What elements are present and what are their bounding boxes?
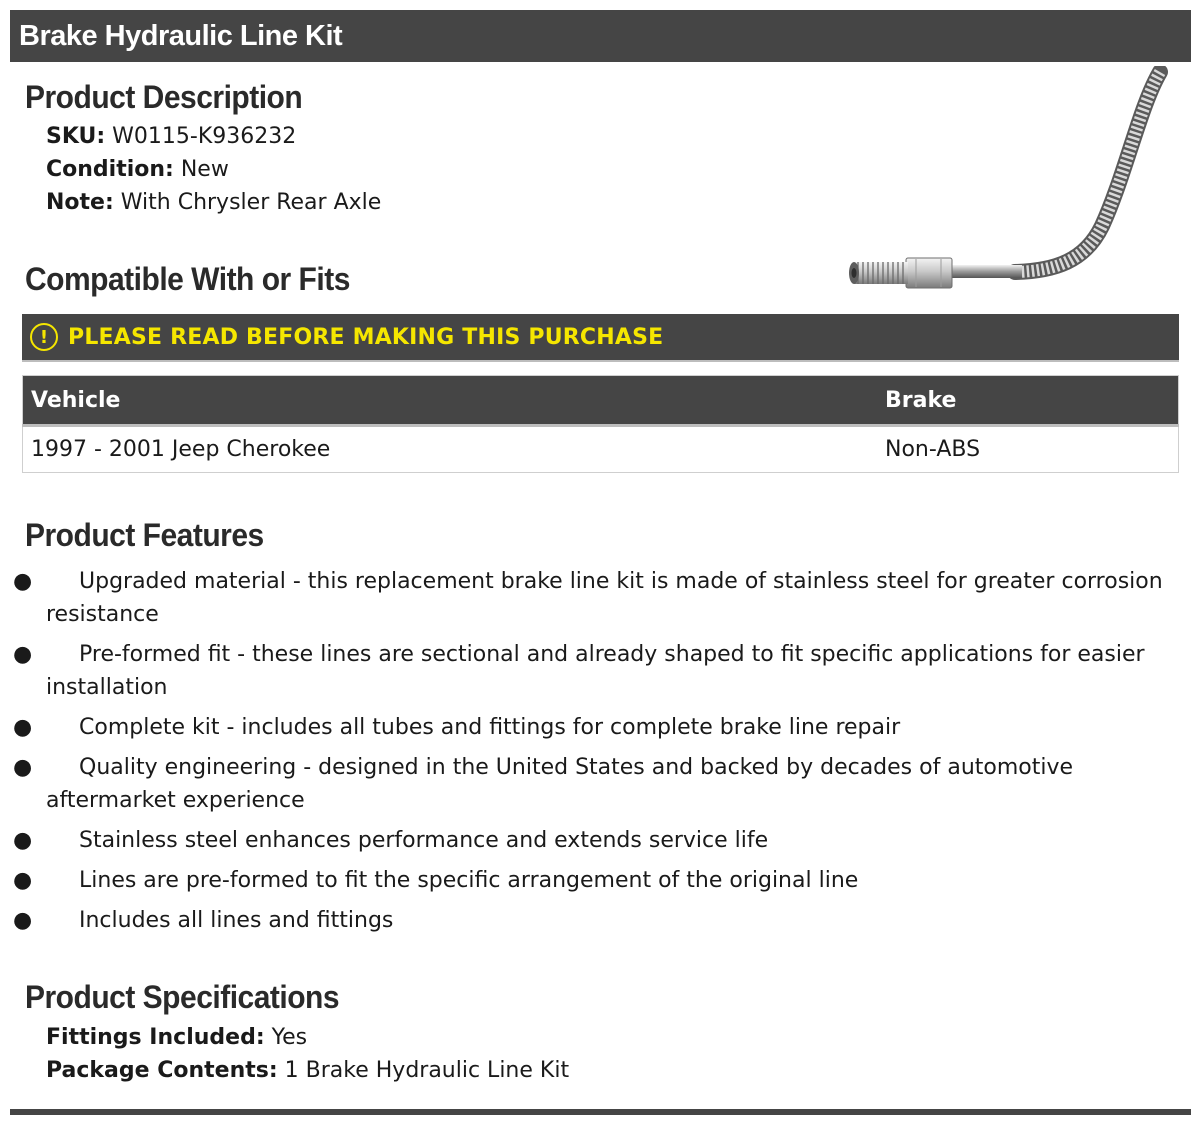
- bullet-icon: ●: [13, 755, 33, 780]
- features-list: [13, 565, 1186, 944]
- list-item: [13, 864, 1186, 897]
- bullet-icon: ●: [13, 868, 33, 893]
- bullet-icon: ●: [13, 569, 33, 594]
- fittings-label: Fittings Included:: [46, 1025, 265, 1050]
- note-label: Note:: [46, 190, 114, 215]
- feature-text: Pre-formed fit - these lines are sectional and already shaped to fit specific applications for easier installation: [46, 642, 1145, 700]
- feature-text: Lines are pre-formed to fit the specific arrangement of the original line: [79, 868, 859, 893]
- list-item: [13, 824, 1186, 857]
- bullet-icon: ●: [13, 908, 33, 933]
- feature-text: Includes all lines and fittings: [79, 908, 394, 933]
- package-value: 1 Brake Hydraulic Line Kit: [284, 1058, 570, 1083]
- fittings-value: Yes: [271, 1025, 308, 1050]
- condition-value: New: [180, 157, 229, 182]
- alert-circle-icon: !: [30, 323, 58, 351]
- note-value: With Chrysler Rear Axle: [120, 190, 382, 215]
- specifications-heading: Product Specifications: [25, 980, 340, 1016]
- list-item: [13, 565, 1186, 631]
- condition-label: Condition:: [46, 157, 174, 182]
- column-header-vehicle: Vehicle: [23, 376, 878, 426]
- feature-text: Stainless steel enhances performance and extends service life: [79, 828, 769, 853]
- sku-value: W0115-K936232: [112, 124, 297, 149]
- bottom-divider: [10, 1109, 1191, 1115]
- sku-label: SKU:: [46, 124, 106, 149]
- column-header-brake: Brake: [877, 376, 1179, 426]
- list-item: [13, 638, 1186, 704]
- list-item: [13, 751, 1186, 817]
- features-heading: Product Features: [25, 518, 264, 554]
- brake-cell: Non-ABS: [877, 426, 1179, 473]
- feature-text: Upgraded material - this replacement brake line kit is made of stainless steel for greater corrosion resistance: [46, 569, 1163, 627]
- list-item: [13, 904, 1186, 937]
- note-row: [46, 186, 381, 219]
- brake-line-image: [840, 66, 1170, 306]
- page-title: Brake Hydraulic Line Kit: [10, 10, 1191, 62]
- list-item: [13, 711, 1186, 744]
- package-label: Package Contents:: [46, 1058, 278, 1083]
- warning-text: PLEASE READ BEFORE MAKING THIS PURCHASE: [68, 324, 664, 350]
- condition-row: [46, 153, 229, 186]
- bullet-icon: ●: [13, 715, 33, 740]
- bullet-icon: ●: [13, 828, 33, 853]
- feature-text: Quality engineering - designed in the United States and backed by decades of automotive aftermarket experience: [46, 755, 1074, 813]
- vehicle-cell: 1997 - 2001 Jeep Cherokee: [23, 426, 878, 473]
- package-row: [46, 1054, 569, 1087]
- bullet-icon: ●: [13, 642, 33, 667]
- compatibility-table: [22, 375, 1179, 473]
- fittings-row: [46, 1021, 307, 1054]
- feature-text: Complete kit - includes all tubes and fittings for complete brake line repair: [79, 715, 901, 740]
- compatible-heading: Compatible With or Fits: [25, 262, 350, 298]
- purchase-warning-banner: [22, 314, 1179, 362]
- description-heading: Product Description: [25, 80, 303, 116]
- sku-row: [46, 120, 296, 153]
- table-row: [23, 426, 1179, 473]
- table-header-row: [23, 376, 1179, 426]
